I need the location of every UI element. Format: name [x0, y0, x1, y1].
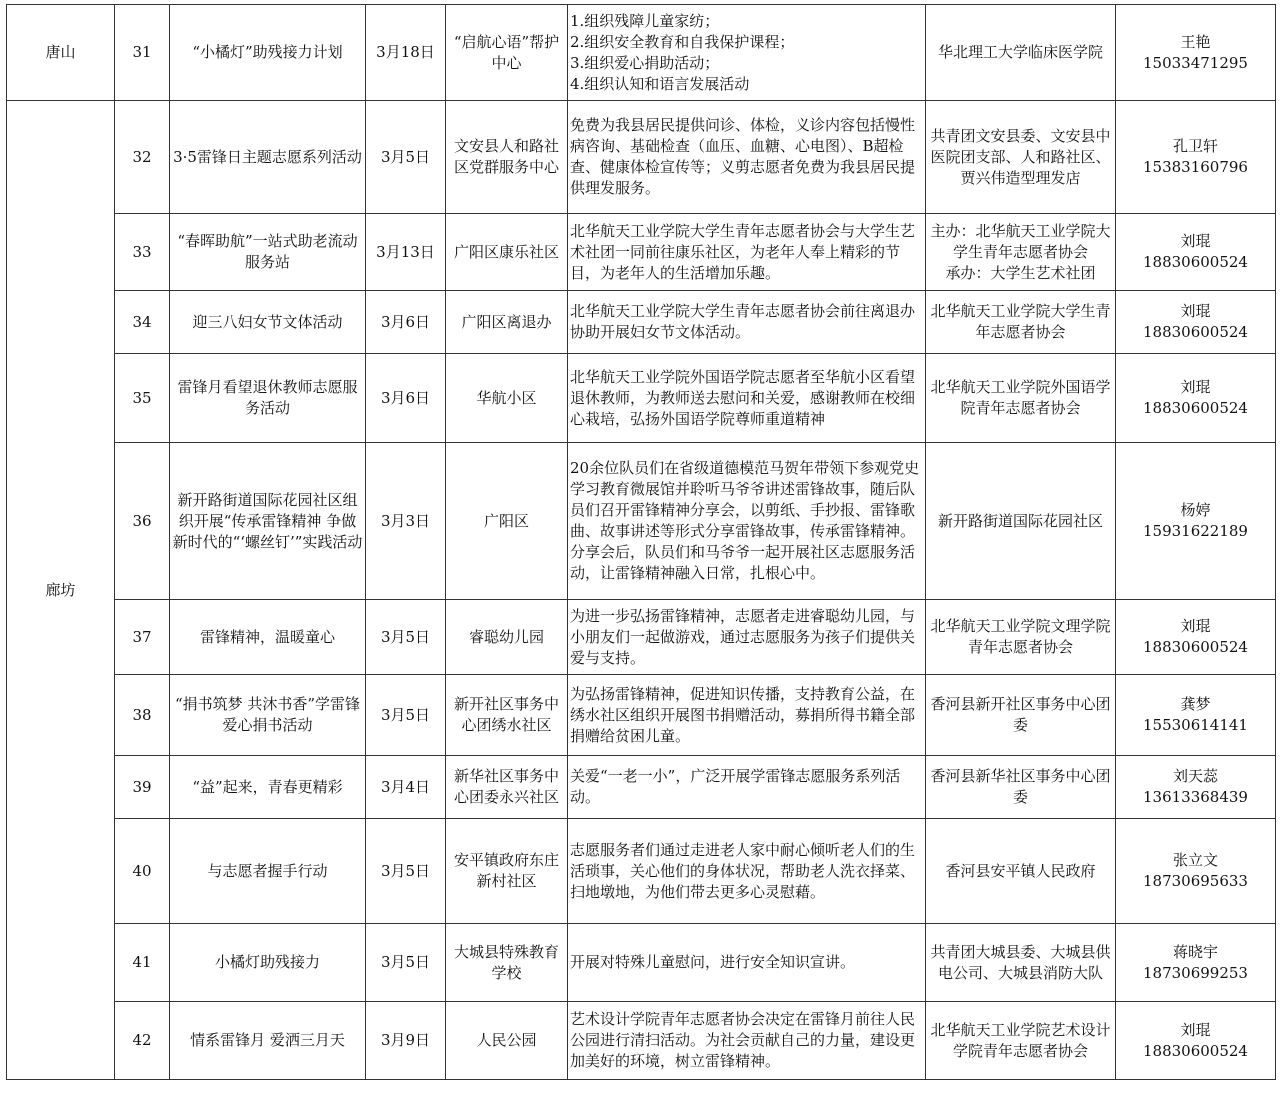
contact-person: 刘琨 [1180, 617, 1211, 635]
location-cell: 安平镇政府东庄新村社区 [446, 819, 568, 924]
organizer-cell: 香河县新开社区事务中心团委 [926, 675, 1116, 756]
contact-person: 刘琨 [1180, 1020, 1211, 1039]
organizer-cell: 香河县安平镇人民政府 [926, 819, 1116, 924]
table-row [7, 101, 1276, 214]
location-cell: 广阳区离退办 [446, 291, 568, 354]
contact-phone: 18830600524 [1143, 638, 1248, 656]
activity-name-cell: “春晖助航”一站式助老流动服务站 [170, 214, 366, 291]
organizer-cell: 华北理工大学临床医学院 [926, 5, 1116, 101]
table-row [7, 600, 1276, 675]
activity-content-cell: 1.组织残障儿童家纺； 2.组织安全教育和自我保护课程； 3.组织爱心捐助活动； 4.组织认知和语言发展活动 [568, 5, 926, 101]
contact-cell [1116, 675, 1276, 756]
organizer-cell: 主办：北华航天工业学院大学生青年志愿者协会 承办：大学生艺术社团 [926, 214, 1116, 291]
date-cell: 3月4日 [366, 756, 446, 819]
activity-content-cell: 北华航天工业学院外国语学院志愿者至华航小区看望退休教师，为教师送去慰问和关爱，感谢教师在校细心栽培，弘扬外国语学院尊师重道精神 [568, 354, 926, 443]
activity-name-cell: 情系雷锋月 爱洒三月天 [170, 1002, 366, 1080]
organizer-cell: 共青团大城县委、大城县供电公司、大城县消防大队 [926, 924, 1116, 1002]
location-cell: 新华社区事务中心团委永兴社区 [446, 756, 568, 819]
activity-name-cell: 迎三八妇女节文体活动 [170, 291, 366, 354]
organizer-cell: 新开路街道国际花园社区 [926, 443, 1116, 600]
activity-name-cell: “小橘灯”助残接力计划 [170, 5, 366, 101]
activity-content-cell: 艺术设计学院青年志愿者协会决定在雷锋月前往人民公园进行清扫活动。为社会贡献自己的力量，建设更加美好的环境，树立雷锋精神。 [568, 1002, 926, 1080]
region-cell: 廊坊 [7, 101, 115, 1080]
contact-phone: 18730695633 [1143, 872, 1248, 890]
activity-name-cell: 小橘灯助残接力 [170, 924, 366, 1002]
activity-content-cell: 20余位队员们在省级道德模范马贺年带领下参观党史学习教育微展馆并聆听马爷爷讲述雷锋故事，随后队员们召开雷锋精神分享会，以剪纸、手抄报、雷锋歌曲、故事讲述等形式分享雷锋故事，传承雷锋精神。分享会后，队员们和马爷爷一起开展社区志愿服务活动，让雷锋精神融入日常，扎根心中。 [568, 443, 926, 600]
activity-content-cell: 北华航天工业学院大学生青年志愿者协会与大学生艺术社团一同前往康乐社区，为老年人奉上精彩的节目，为老年人的生活增加乐趣。 [568, 214, 926, 291]
location-cell: “启航心语”帮护中心 [446, 5, 568, 101]
contact-phone: 18830600524 [1143, 253, 1248, 271]
contact-person: 刘琨 [1180, 232, 1211, 250]
serial-number-cell: 42 [115, 1002, 170, 1080]
organizer-cell: 北华航天工业学院文理学院青年志愿者协会 [926, 600, 1116, 675]
location-cell: 文安县人和路社区党群服务中心 [446, 101, 568, 214]
contact-cell [1116, 443, 1276, 600]
contact-phone: 18730699253 [1143, 963, 1248, 982]
location-cell: 新开社区事务中心团绣水社区 [446, 675, 568, 756]
contact-person: 刘天蕊 [1172, 767, 1218, 785]
contact-person: 孔卫轩 [1172, 137, 1218, 155]
contact-phone: 18830600524 [1143, 323, 1248, 341]
serial-number-cell: 33 [115, 214, 170, 291]
serial-number-cell: 31 [115, 5, 170, 101]
contact-phone: 13613368439 [1143, 788, 1248, 806]
contact-person: 杨婷 [1180, 501, 1211, 519]
date-cell: 3月3日 [366, 443, 446, 600]
activity-content-cell: 志愿服务者们通过走进老人家中耐心倾听老人们的生活琐事，关心他们的身体状况，帮助老人洗衣择菜、扫地墩地，为他们带去更多心灵慰藉。 [568, 819, 926, 924]
contact-cell [1116, 101, 1276, 214]
contact-cell [1116, 291, 1276, 354]
activity-content-cell: 为弘扬雷锋精神，促进知识传播，支持教育公益，在绣水社区组织开展图书捐赠活动，募捐所得书籍全部捐赠给贫困儿童。 [568, 675, 926, 756]
organizer-cell: 共青团文安县委、文安县中医院团支部、人和路社区、贾兴伟造型理发店 [926, 101, 1116, 214]
contact-cell [1116, 924, 1276, 1002]
location-cell: 人民公园 [446, 1002, 568, 1080]
activity-name-cell: 雷锋精神，温暖童心 [170, 600, 366, 675]
contact-person: 蒋晓宇 [1172, 942, 1218, 961]
table-row [7, 756, 1276, 819]
date-cell: 3月5日 [366, 924, 446, 1002]
date-cell: 3月13日 [366, 214, 446, 291]
activity-name-cell: “捐书筑梦 共沐书香”学雷锋爱心捐书活动 [170, 675, 366, 756]
location-cell: 广阳区 [446, 443, 568, 600]
date-cell: 3月6日 [366, 354, 446, 443]
contact-cell [1116, 819, 1276, 924]
date-cell: 3月9日 [366, 1002, 446, 1080]
activity-content-cell: 关爱“一老一小”，广泛开展学雷锋志愿服务系列活动。 [568, 756, 926, 819]
table-row [7, 675, 1276, 756]
table-row [7, 291, 1276, 354]
activity-content-cell: 开展对特殊儿童慰问，进行安全知识宣讲。 [568, 924, 926, 1002]
table-row [7, 443, 1276, 600]
serial-number-cell: 32 [115, 101, 170, 214]
location-cell: 睿聪幼儿园 [446, 600, 568, 675]
serial-number-cell: 40 [115, 819, 170, 924]
date-cell: 3月18日 [366, 5, 446, 101]
activity-name-cell: 雷锋月看望退休教师志愿服务活动 [170, 354, 366, 443]
contact-cell [1116, 214, 1276, 291]
location-cell: 广阳区康乐社区 [446, 214, 568, 291]
region-cell: 唐山 [7, 5, 115, 101]
serial-number-cell: 37 [115, 600, 170, 675]
serial-number-cell: 41 [115, 924, 170, 1002]
activity-content-cell: 为进一步弘扬雷锋精神，志愿者走进睿聪幼儿园，与小朋友们一起做游戏，通过志愿服务为孩子们提供关爱与支持。 [568, 600, 926, 675]
date-cell: 3月5日 [366, 819, 446, 924]
activity-content-cell: 免费为我县居民提供问诊、体检，义诊内容包括慢性病咨询、基础检查（血压、血糖、心电图）、B超检查、健康体检宣传等；义剪志愿者免费为我县居民提供理发服务。 [568, 101, 926, 214]
contact-cell [1116, 1002, 1276, 1080]
contact-phone: 15530614141 [1143, 716, 1248, 734]
serial-number-cell: 36 [115, 443, 170, 600]
table-row [7, 819, 1276, 924]
serial-number-cell: 38 [115, 675, 170, 756]
contact-person: 龚梦 [1180, 695, 1211, 713]
table-row [7, 1002, 1276, 1080]
contact-phone: 15033471295 [1143, 53, 1248, 72]
contact-phone: 18830600524 [1143, 1041, 1248, 1060]
table-row [7, 5, 1276, 101]
location-cell: 华航小区 [446, 354, 568, 443]
contact-person: 王艳 [1180, 32, 1211, 51]
serial-number-cell: 35 [115, 354, 170, 443]
date-cell: 3月6日 [366, 291, 446, 354]
date-cell: 3月5日 [366, 675, 446, 756]
activity-name-cell: 新开路街道国际花园社区组织开展“传承雷锋精神 争做新时代的“‘螺丝钉’”实践活动 [170, 443, 366, 600]
serial-number-cell: 39 [115, 756, 170, 819]
table-body [7, 5, 1276, 1080]
activity-content-cell: 北华航天工业学院大学生青年志愿者协会前往离退办协助开展妇女节文体活动。 [568, 291, 926, 354]
serial-number-cell: 34 [115, 291, 170, 354]
organizer-cell: 北华航天工业学院大学生青年志愿者协会 [926, 291, 1116, 354]
volunteer-activity-table [6, 4, 1276, 1080]
contact-person: 张立文 [1172, 851, 1218, 869]
contact-cell [1116, 5, 1276, 101]
activity-name-cell: “益”起来，青春更精彩 [170, 756, 366, 819]
contact-phone: 15383160796 [1143, 158, 1248, 176]
table-row [7, 214, 1276, 291]
contact-person: 刘琨 [1180, 302, 1211, 320]
table-row [7, 354, 1276, 443]
contact-phone: 15931622189 [1143, 522, 1248, 540]
organizer-cell: 香河县新华社区事务中心团委 [926, 756, 1116, 819]
activity-name-cell: 与志愿者握手行动 [170, 819, 366, 924]
table-row [7, 924, 1276, 1002]
contact-phone: 18830600524 [1143, 399, 1248, 417]
date-cell: 3月5日 [366, 600, 446, 675]
location-cell: 大城县特殊教育学校 [446, 924, 568, 1002]
contact-cell [1116, 756, 1276, 819]
contact-person: 刘琨 [1180, 378, 1211, 396]
organizer-cell: 北华航天工业学院艺术设计学院青年志愿者协会 [926, 1002, 1116, 1080]
contact-cell [1116, 354, 1276, 443]
organizer-cell: 北华航天工业学院外国语学院青年志愿者协会 [926, 354, 1116, 443]
activity-name-cell: 3·5雷锋日主题志愿系列活动 [170, 101, 366, 214]
contact-cell [1116, 600, 1276, 675]
date-cell: 3月5日 [366, 101, 446, 214]
